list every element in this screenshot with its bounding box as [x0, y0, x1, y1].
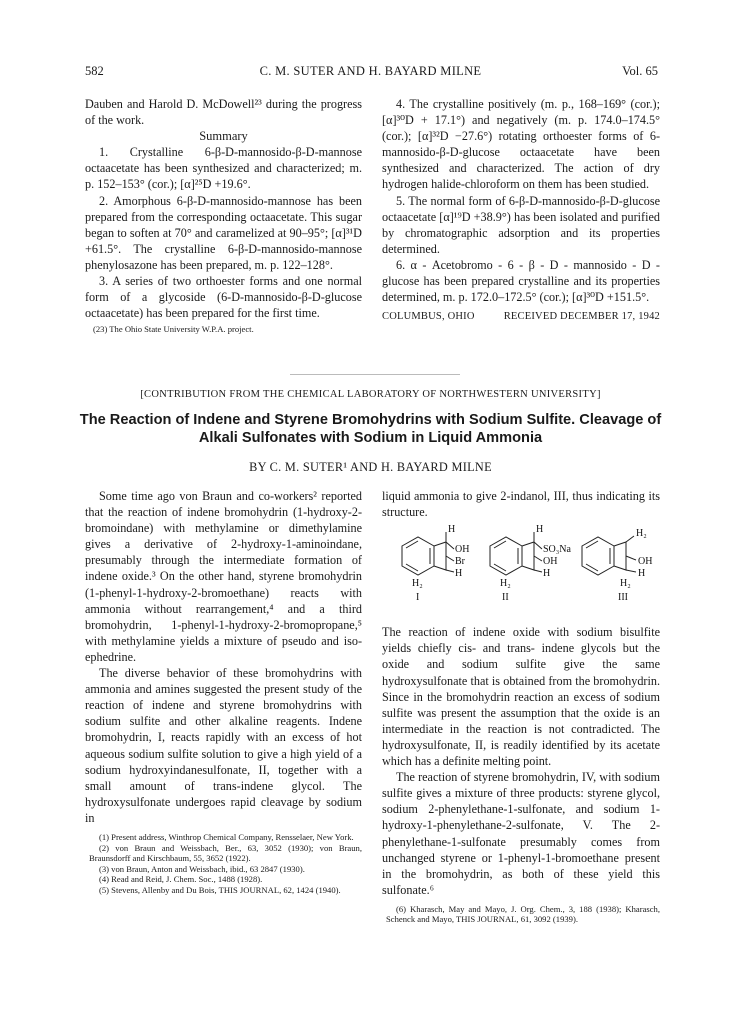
footnote: (4) Read and Reid, J. Chem. Soc., 1488 (1928). — [99, 874, 263, 885]
footnote: (6) Kharasch, May and Mayo, J. Org. Chem., 3, 188 (1938); Kharasch, Schenck and Mayo, THIS JOURNAL, 61, 3092 (1939). — [386, 903, 660, 925]
atom-label: H₂ — [620, 578, 631, 590]
atom-label: H₂ — [500, 578, 511, 590]
summary-item: 5. The normal form of 6-β-D-mannosido-β-D-glucose octaacetate [α]¹⁹D +38.9°) has been isolated and purified by chromatographic adsorption and its properties determined. — [382, 193, 660, 256]
byline: BY C. M. SUTER¹ AND H. BAYARD MILNE — [249, 460, 492, 474]
atom-label: H₂ — [412, 578, 423, 590]
structure-number: III — [618, 592, 628, 604]
continuation-text: Dauben and Harold D. McDowell²³ during the progress of the work. — [85, 97, 362, 128]
summary-item: 3. A series of two orthoester forms and one normal form of a glycoside (6-D-mannosido-β-D-glucose octaacetate) has been prepared for the first time. — [85, 274, 362, 321]
atom-label: H — [543, 568, 551, 580]
chemical-structures-figure — [382, 520, 660, 620]
contribution-line: [CONTRIBUTION FROM THE CHEMICAL LABORATORY OF NORTHWESTERN UNIVERSITY] — [140, 389, 601, 400]
volume-label: Vol. 65 — [622, 64, 658, 78]
summary-heading: Summary — [199, 129, 248, 144]
location: COLUMBUS, OHIO — [382, 311, 475, 323]
atom-label: OH — [543, 556, 558, 568]
atom-label: H — [448, 524, 456, 536]
paragraph: The diverse behavior of these bromohydrins with ammonia and amines suggested the present study of the reaction of indene and styrene bromohydrins with sodium sulfite and other alkaline reagents. Indene bromohydrin, I, reacts rapidly with an excess of hot aqueous sodium sulfite solution to give a high yield of a sodium hydroxyindanesulfonate, II, together with a small amount of trans-indene glycol. The hydroxysulfonate undergoes rapid cleavage by sodium in — [85, 666, 362, 825]
structure-number: II — [502, 592, 509, 604]
structure-number: I — [416, 592, 420, 604]
atom-label: H₂ — [636, 528, 647, 540]
summary-item: 1. Crystalline 6-β-D-mannosido-β-D-mannose octaacetate has been synthesized and characterized; m. p. 152–153° (cor.); [α]²⁵D +19.6°. — [85, 145, 362, 192]
paragraph: liquid ammonia to give 2-indanol, III, thus indicating its structure. — [382, 489, 660, 520]
atom-label: H — [455, 568, 463, 580]
atom-label: H — [536, 524, 544, 536]
footnote: (5) Stevens, Allenby and Du Bois, THIS JOURNAL, 62, 1424 (1940). — [99, 884, 341, 895]
footnote: (23) The Ohio State University W.P.A. project. — [93, 324, 254, 335]
structure-III — [582, 536, 636, 575]
running-header-authors: C. M. SUTER AND H. BAYARD MILNE — [259, 64, 482, 78]
footnote: (1) Present address, Winthrop Chemical Company, Rensselaer, New York. — [99, 831, 354, 842]
paragraph: Some time ago von Braun and co-workers² reported that the reaction of indene bromohydrin (1-hydroxy-2-bromoindane) with methylamine or dimethylamine gives a derivative of 2-hydroxy-1-aminoindane, presumably through the intermediate formation of indene oxide.³ On the other hand, styrene bromohydrin (1-phenyl-1-hydroxy-2-bromoethane) reacts with ammonia without rearrangement,⁴ and a third bromohydrin, 1-phenyl-1-hydroxy-2-bromopropane,⁵ with methylamine yields a mixture of pseudo and iso-ephedrine. — [85, 489, 362, 664]
paragraph: The reaction of indene oxide with sodium bisulfite yields chiefly cis- and trans- indene glycols but the oxide and sodium sulfite give the same hydroxysulfonate that is obtained from the bromohydrin. Since in the bromohydrin reaction an excess of sodium sulfite was present the assumption that the oxide is an intermediate in the reaction is not contradicted. The hydroxysulfonate, II, is readily identified by its acetate which has a definite melting point. — [382, 625, 660, 769]
page-number: 582 — [85, 64, 104, 78]
paragraph: The reaction of styrene bromohydrin, IV, with sodium sulfite gives a mixture of three products: styrene glycol, sodium 2-phenylethane-1-sulfonate, and sodium 1-hydroxy-1-phenylethane-2-sulfonate, V. The 2-phenylethane-1-sulfonate presumably comes from unchanged styrene or 1-phenyl-1-bromoethane present in the bromohydrin, as both of these yield this sulfonate.⁶ — [382, 770, 660, 897]
article-title: The Reaction of Indene and Styrene Bromohydrins with Sodium Sulfite. Cleavage of Alkali Sulfonates with Sodium in Liquid Ammonia — [79, 412, 662, 446]
summary-item: 6. α - Acetobromo - 6 - β - D - mannosido - D - glucose has been prepared crystalline and its properties determined, m. p. 172.0–172.5° (cor.); [α]³⁰D +151.5°. — [382, 257, 660, 305]
footnote: (2) von Braun and Weissbach, Ber., 63, 3052 (1930); von Braun, Braunsdorff and Kirschbaum, 55, 3652 (1922). — [89, 842, 362, 864]
atom-label: Br — [455, 556, 465, 568]
footnote: (3) von Braun, Anton and Weissbach, ibid., 63 2847 (1930). — [99, 863, 305, 874]
summary-item: 4. The crystalline positively (m. p., 168–169° (cor.); [α]³⁰D + 17.1°) and negatively (m. p. 174.0–174.5° (cor.); [α]³²D −27.6°) rotating orthoester forms of 6-mannosido-β-D-glucose octaacetate have been synthesized and characterized. The action of dry hydrogen halide-chloroform on them has been studied. — [382, 97, 660, 192]
atom-label: OH — [638, 556, 653, 568]
structure-I — [402, 532, 454, 575]
body-left-column — [85, 488, 362, 896]
body-right-column — [382, 488, 660, 925]
section-divider — [290, 374, 460, 375]
summary-item: 2. Amorphous 6-β-D-mannosido-mannose has been prepared from the corresponding octaacetate. This sugar began to soften at 70° and caramelized at 90–95°; [α]³¹D +61.5°. The crystalline 6-β-D-mannosido-mannose phenylosazone has been prepared, m. p. 122–128°. — [85, 193, 362, 272]
atom-label: SO₃Na — [543, 544, 571, 556]
structure-II — [490, 532, 542, 575]
prev-article-right-column — [382, 96, 660, 325]
atom-label: OH — [455, 544, 470, 556]
atom-label: H — [638, 568, 646, 580]
received-date: RECEIVED DECEMBER 17, 1942 — [503, 311, 660, 323]
prev-article-left-column — [85, 96, 362, 335]
